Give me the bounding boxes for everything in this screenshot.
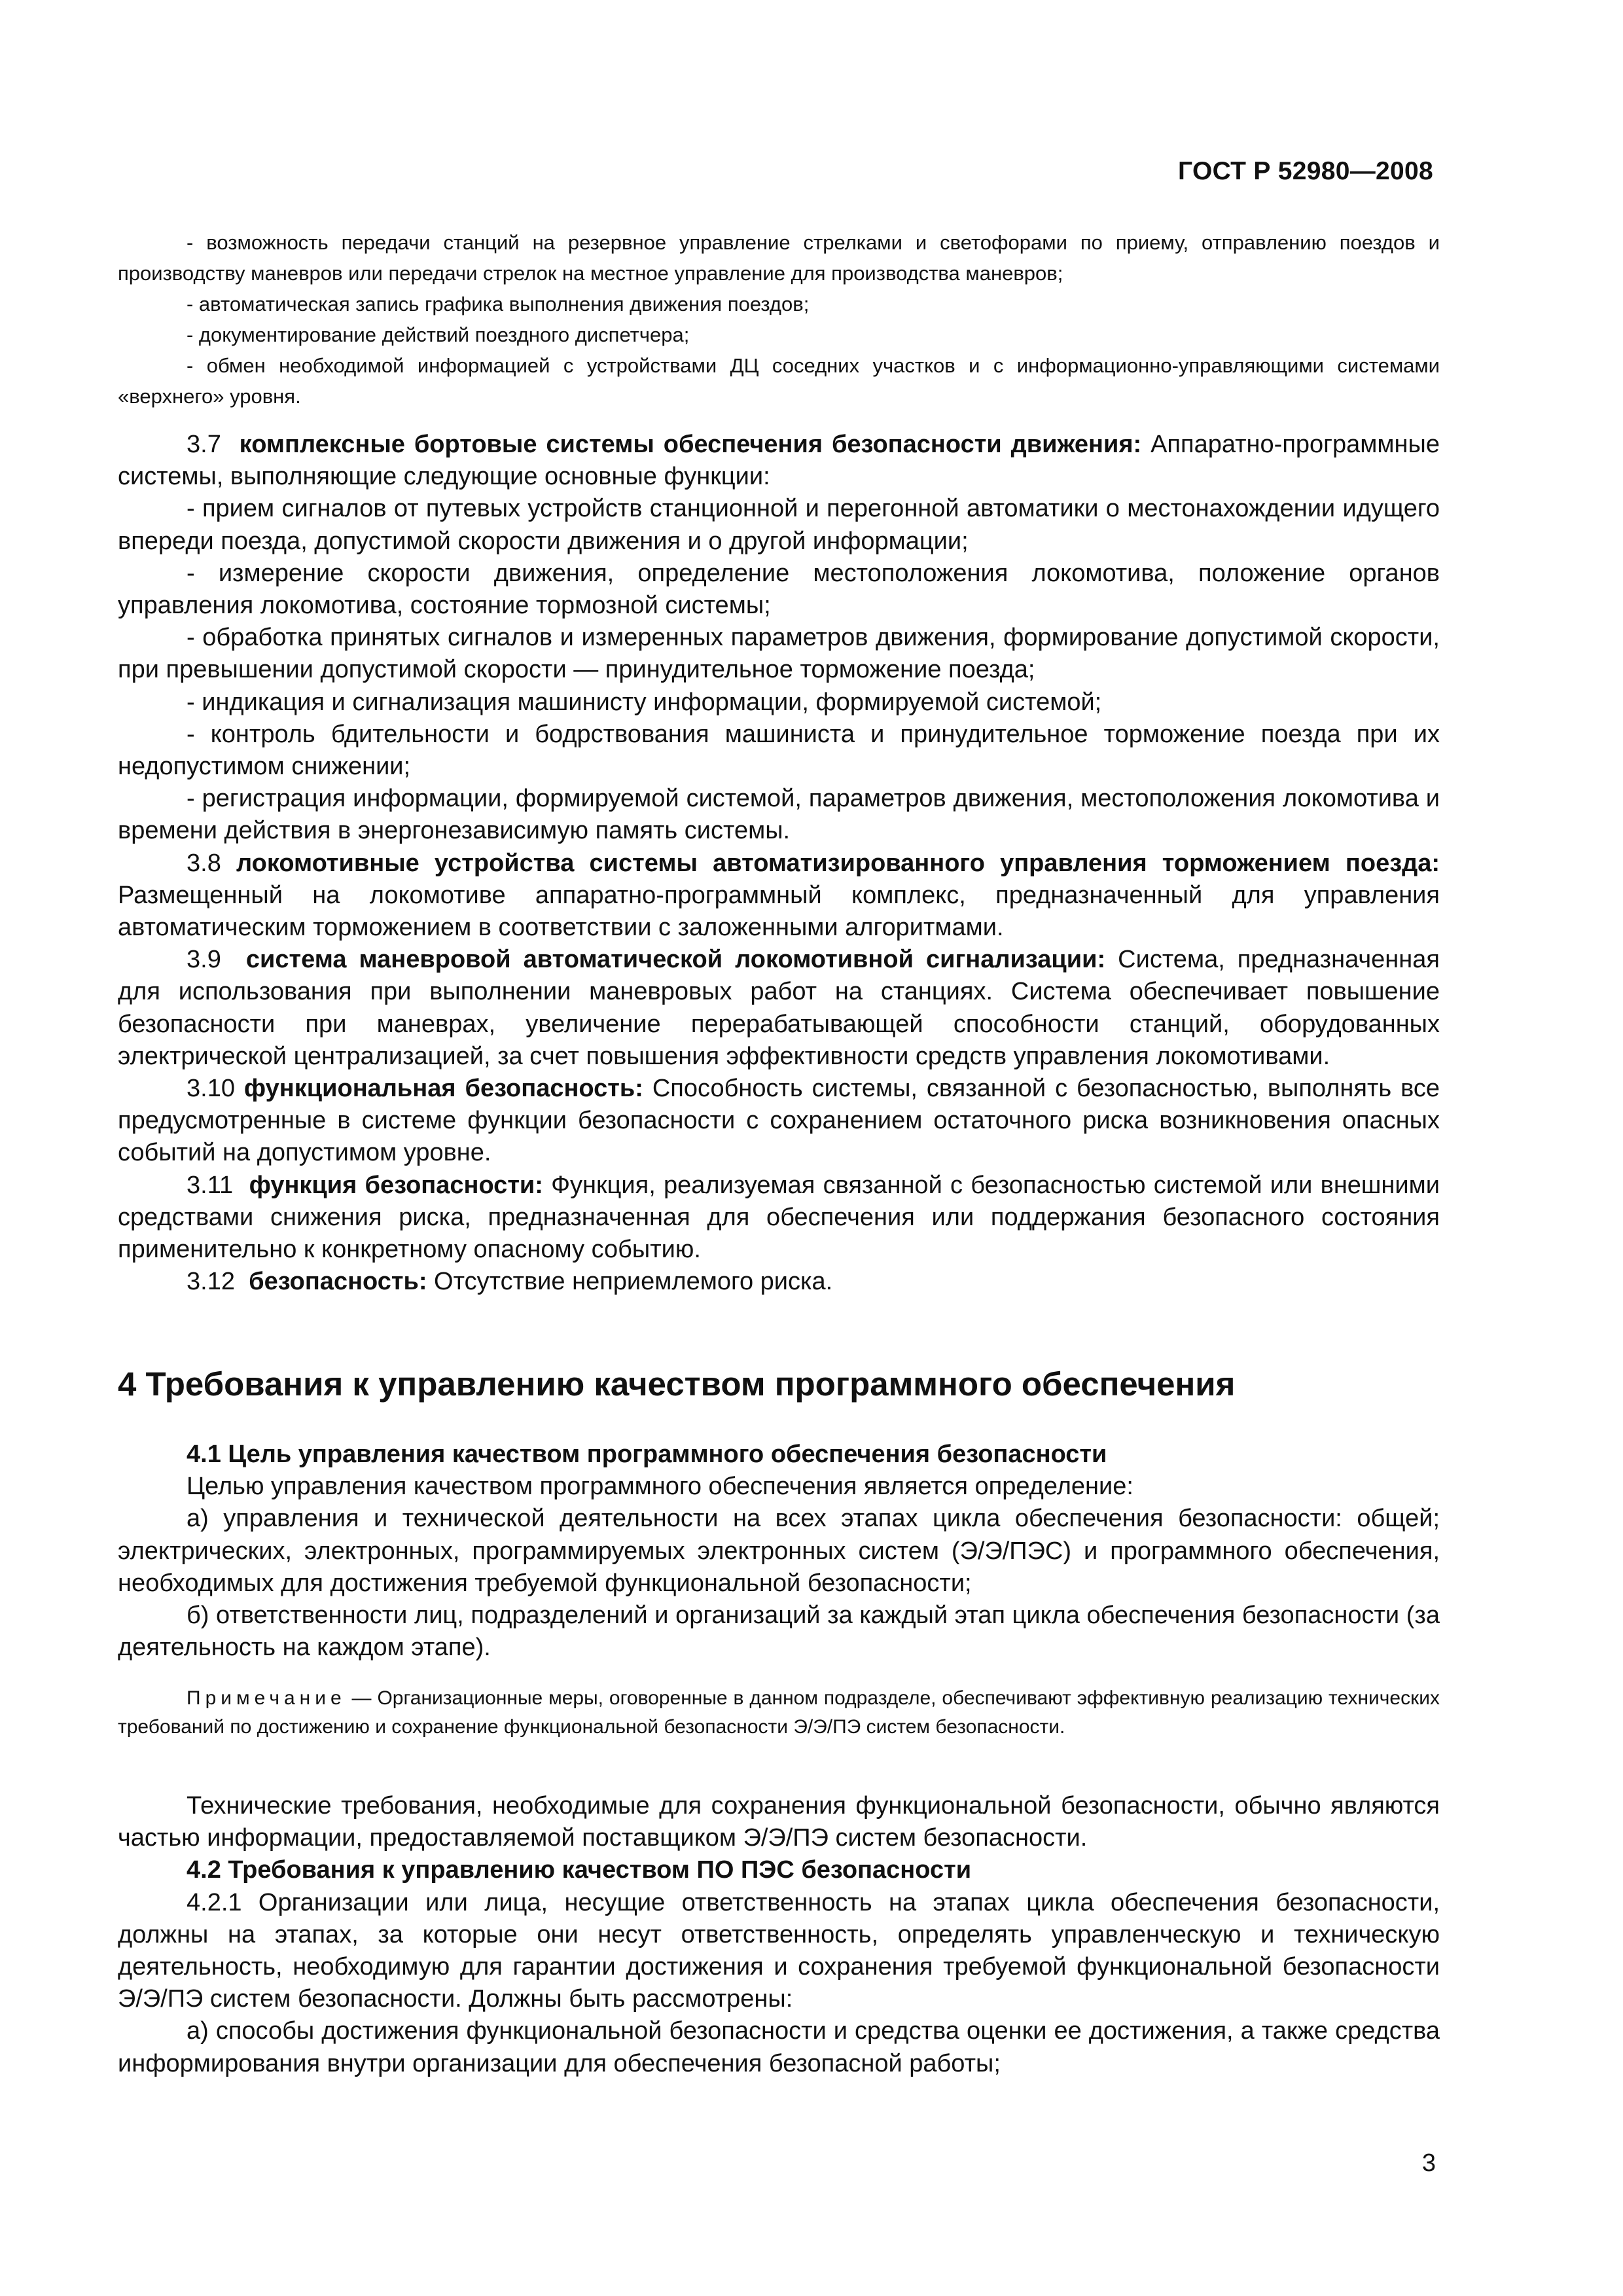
paragraph-4-2-1: 4.2.1 Организации или лица, несущие ответственность на этапах цикла обеспечения безопасности, должны на этапах, за которые они несут ответственность, определять управленческую и техническую деятельность, необходимую для гарантии достижения и сохранения требуемой функциональной безопасности Э/Э/ПЭ систем безопасности. Должны быть рассмотрены:: [118, 1888, 1440, 2013]
list-item: а) управления и технической деятельности на всех этапах цикла обеспечения безопасности: общей; электрических, электронных, программируемых электронных систем (Э/Э/ПЭС) и программного обеспечения, необходимых для достижения требуемой функциональной безопасности;: [118, 1505, 1440, 1597]
paragraph: Технические требования, необходимые для сохранения функциональной безопасности, обычно являются частью информации, предоставляемой поставщиком Э/Э/ПЭ систем безопасности.: [118, 1792, 1440, 1852]
definition-3-10: 3.10 функциональная безопасность: Способность системы, связанной с безопасностью, выполнять все предусмотренные в системе функции безопасности с сохранением остаточного риска возникновения опасных событий на допустимом уровне.: [118, 1075, 1440, 1167]
term: система маневровой автоматической локомотивной сигнализации:: [245, 946, 1106, 974]
term: функциональная безопасность:: [243, 1075, 643, 1103]
section-4-heading: 4 Требования к управлению качеством программного обеспечения: [118, 1365, 1236, 1403]
subsection-4-2-title: 4.2 Требования к управлению качеством ПО ПЭС безопасности: [187, 1856, 972, 1884]
list-item: - прием сигналов от путевых устройств станционной и перегонной автоматики о местонахождении идущего впереди поезда, допустимой скорости движения и о другой информации;: [118, 495, 1440, 555]
list-item: - документирование действий поездного диспетчера;: [187, 323, 690, 346]
list-item: - обмен необходимой информацией с устройствами ДЦ соседних участков и с информационно-управляющими системами «верхнего» уровня.: [118, 354, 1440, 408]
section-4-2: [118, 1790, 1440, 2080]
top-list: [118, 227, 1440, 412]
note-block: [118, 1684, 1440, 1742]
page-number: 3: [1421, 2149, 1436, 2177]
document-code-header: ГОСТ Р 52980—2008: [1178, 157, 1433, 185]
definition-3-11: 3.11 функция безопасности: Функция, реализуемая связанной с безопасностью системой или внешними средствами снижения риска, предназначенная для обеспечения или поддержания безопасного состояния применительно к конкретному опасному событию.: [118, 1171, 1440, 1264]
list-item: - контроль бдительности и бодрствования машиниста и принудительное торможение поезда при их недопустимом снижении;: [118, 720, 1440, 781]
term: безопасность:: [249, 1268, 427, 1296]
list-item: - автоматическая запись графика выполнения движения поездов;: [187, 293, 810, 315]
list-item: - обработка принятых сигналов и измеренных параметров движения, формирование допустимой скорости, при превышении допустимой скорости — принудительное торможение поезда;: [118, 624, 1440, 684]
definition-3-9: 3.9 система маневровой автоматической локомотивной сигнализации: Система, предназначенная для использования при выполнении маневровых работ на станциях. Система обеспечивает повышение безопасности при маневрах, увеличение перерабатывающей способности станций, оборудованных электрической централизацией, за счет повышения эффективности средств управления локомотивами.: [118, 946, 1440, 1070]
definition-3-7: 3.7 комплексные бортовые системы обеспечения безопасности движения: Аппаратно-программные системы, выполняющие следующие основные функции:: [118, 431, 1440, 491]
definition-3-12: 3.12 безопасность: Отсутствие неприемлемого риска.: [187, 1268, 833, 1296]
subsection-4-1-title: 4.1 Цель управления качеством программного обеспечения безопасности: [187, 1441, 1107, 1468]
note-text: — Организационные меры, оговоренные в данном подразделе, обеспечивают эффективную реализацию технических требований по достижению и сохранение функциональной безопасности Э/Э/ПЭ систем безопасности.: [118, 1687, 1440, 1738]
list-item: - регистрация информации, формируемой системой, параметров движения, местоположения локомотива и времени действия в энергонезависимую память системы.: [118, 785, 1440, 845]
list-item: а) способы достижения функциональной безопасности и средства оценки ее достижения, а также средства информирования внутри организации для обеспечения безопасной работы;: [118, 2017, 1440, 2077]
note-label: Примечание: [187, 1687, 346, 1709]
list-item: - возможность передачи станций на резервное управление стрелками и светофорами по приему, отправлению поездов и производству маневров или передачи стрелок на местное управление для производства маневров;: [118, 231, 1440, 285]
term: локомотивные устройства системы автоматизированного управления торможением поезда:: [236, 849, 1440, 877]
definitions-block: [118, 429, 1440, 1298]
section-4-1: [118, 1439, 1440, 1664]
term: комплексные бортовые системы обеспечения безопасности движения:: [239, 431, 1142, 458]
list-item: - индикация и сигнализация машинисту информации, формируемой системой;: [187, 688, 1102, 716]
term: функция безопасности:: [249, 1171, 543, 1199]
paragraph: Целью управления качеством программного обеспечения является определение:: [187, 1473, 1133, 1501]
list-item: - измерение скорости движения, определение местоположения локомотива, положение органов управления локомотива, состояние тормозной системы;: [118, 559, 1440, 620]
list-item: б) ответственности лиц, подразделений и организаций за каждый этап цикла обеспечения безопасности (за деятельность на каждом этапе).: [118, 1602, 1440, 1662]
definition-3-8: 3.8 локомотивные устройства системы автоматизированного управления торможением поезда: Размещенный на локомотиве аппаратно-программный комплекс, предназначенный для управления автоматическим торможением в соответствии с заложенными алгоритмами.: [118, 849, 1440, 942]
